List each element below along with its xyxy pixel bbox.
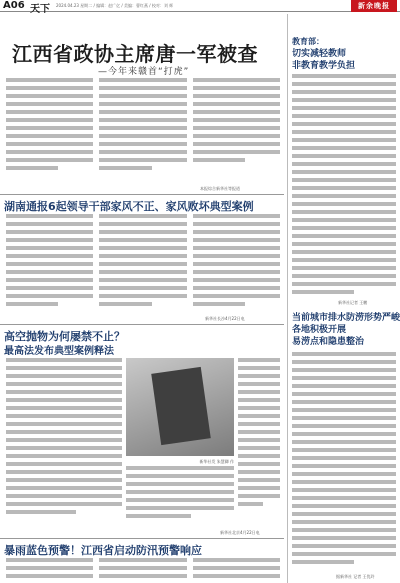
text-line [6,390,122,394]
text-line [292,560,354,564]
text-line [292,536,396,540]
text-line [292,234,396,238]
text-line [99,302,151,306]
divider [0,194,284,195]
text-line [6,110,93,114]
text-line [126,498,234,502]
story4-text-col [6,558,93,582]
text-line [6,142,93,146]
text-line [292,528,396,532]
text-line [193,126,280,130]
text-line [292,472,396,476]
text-line [292,282,396,286]
text-line [193,78,280,82]
text-line [292,488,396,492]
text-line [6,478,122,482]
text-line [238,438,280,442]
text-line [126,514,191,518]
text-line [292,210,396,214]
cartoon-figure [151,367,211,445]
text-line [99,238,186,242]
text-line [99,558,186,562]
text-line [292,416,396,420]
text-line [292,218,396,222]
text-line [6,230,93,234]
lead-credit: 本报综合新华社等报道 [200,186,240,191]
text-line [193,214,280,218]
text-line [238,398,280,402]
story3-text-col [126,466,234,528]
text-line [238,382,280,386]
right-headline2-line3[interactable]: 易涝点和隐患整治 [292,337,365,347]
right-headline-line2[interactable]: 非教育教学负担 [292,61,356,71]
text-line [292,258,396,262]
divider [0,538,284,539]
newspaper-logo: 新余晚报 [351,0,397,12]
text-line [238,502,263,506]
text-line [6,262,93,266]
text-line [6,86,93,90]
text-line [238,494,280,498]
right-credit-2: 据新华社 记者 王优玲 [336,574,375,579]
text-line [292,186,396,190]
story3-body-right [238,358,280,528]
text-line [6,78,93,82]
text-line [99,94,186,98]
text-line [6,462,122,466]
issue-info: 2024.04.23 星期二 / 编辑：赵广亿 / 美编：曹红燕 / 校对：刘 辉 [56,3,174,8]
text-line [193,302,245,306]
text-line [238,470,280,474]
text-line [6,494,122,498]
text-line [6,270,93,274]
text-line [6,406,122,410]
text-line [99,126,186,130]
story3-text-col [238,358,280,528]
story3-text-col [6,358,122,528]
text-line [292,122,396,126]
text-line [6,358,122,362]
text-line [238,414,280,418]
story4-body [6,558,280,582]
story2-text-col [6,214,93,314]
story2-credit: 新华社长沙4月22日电 [205,316,245,321]
text-line [292,376,396,380]
text-line [99,158,186,162]
story3-headline[interactable]: 高空抛物为何屡禁不止？ [4,330,125,343]
text-line [193,150,280,154]
text-line [6,302,58,306]
text-line [292,178,396,182]
text-line [6,102,93,106]
text-line [193,558,280,562]
text-line [6,446,122,450]
lead-text-col [6,78,93,186]
divider [0,324,284,325]
text-line [6,574,93,578]
text-line [6,166,58,170]
story3-body-left [6,358,122,528]
text-line [238,478,280,482]
text-line [292,512,396,516]
text-line [193,254,280,258]
text-line [292,250,396,254]
lead-text-col [193,78,280,186]
text-line [292,138,396,142]
text-line [292,504,396,508]
text-line [6,278,93,282]
text-line [6,366,122,370]
text-line [292,82,396,86]
text-line [292,552,396,556]
text-line [292,90,396,94]
section-label: 天下 [30,4,50,15]
text-line [238,430,280,434]
story2-text-col [193,214,280,314]
text-line [99,246,186,250]
text-line [292,352,396,356]
text-line [99,86,186,90]
text-line [193,158,245,162]
text-line [238,390,280,394]
text-line [193,222,280,226]
text-line [99,214,186,218]
story3-subhead: 最高法发布典型案例释法 [4,346,114,357]
right-kicker: 教育部： [292,37,324,46]
text-line [292,360,396,364]
text-line [6,486,122,490]
text-line [126,474,234,478]
text-line [193,118,280,122]
right-headline2-line2[interactable]: 各地积极开展 [292,325,347,335]
text-line [6,454,122,458]
text-line [126,466,234,470]
text-line [292,202,396,206]
text-line [99,230,186,234]
text-line [292,274,396,278]
text-line [292,170,396,174]
text-line [6,438,122,442]
text-line [292,266,396,270]
text-line [193,262,280,266]
text-line [99,278,186,282]
story3-body-mid [126,466,234,528]
text-line [99,286,186,290]
text-line [6,414,122,418]
text-line [292,520,396,524]
left-column-area [0,14,284,583]
text-line [6,382,122,386]
text-line [193,86,280,90]
text-line [292,74,396,78]
text-line [6,566,93,570]
text-line [292,544,396,548]
text-line [6,222,93,226]
right-credit-1: 新华社记者 王鹏 [338,300,368,305]
text-line [6,246,93,250]
text-line [292,226,396,230]
text-line [193,270,280,274]
text-line [292,106,396,110]
text-line [99,102,186,106]
text-line [238,374,280,378]
right-headline-line1[interactable]: 切实减轻教师 [292,49,347,59]
text-line [6,374,122,378]
text-line [292,424,396,428]
lead-headline[interactable]: 江西省政协主席唐一军被查 [12,42,258,66]
text-line [292,448,396,452]
text-line [238,422,280,426]
text-line [6,430,122,434]
text-line [238,358,280,362]
text-line [292,432,396,436]
story2-headline[interactable]: 湖南通报6起领导干部家风不正、家风败坏典型案例 [4,200,254,213]
text-line [193,278,280,282]
right-column [287,14,400,583]
text-line [99,118,186,122]
story2-text-col [99,214,186,314]
lead-article-body [6,78,280,186]
text-line [292,98,396,102]
lead-text-col [99,78,186,186]
cartoon-illustration [126,358,234,456]
text-line [6,158,93,162]
text-line [6,398,122,402]
text-line [292,440,396,444]
text-line [6,134,93,138]
text-line [292,456,396,460]
text-line [193,110,280,114]
text-line [99,574,186,578]
text-line [6,470,122,474]
text-line [292,290,354,294]
text-line [193,238,280,242]
story3-credit: 新华社北京4月22日电 [220,530,260,535]
text-line [292,384,396,388]
text-line [99,110,186,114]
right-article-body [292,74,396,298]
text-line [193,142,280,146]
text-line [6,126,93,130]
text-line [6,254,93,258]
text-line [193,286,280,290]
text-line [292,400,396,404]
text-line [292,392,396,396]
text-line [292,368,396,372]
text-line [238,486,280,490]
text-line [99,134,186,138]
text-line [238,446,280,450]
text-line [238,406,280,410]
text-line [99,262,186,266]
text-line [292,464,396,468]
text-line [6,558,93,562]
text-line [6,94,93,98]
text-line [193,294,280,298]
text-line [6,502,122,506]
photo-caption: 新华社发 朱慧卿 作 [199,459,234,464]
text-line [99,222,186,226]
text-line [292,146,396,150]
text-line [292,408,396,412]
text-line [99,294,186,298]
text-line [238,462,280,466]
text-line [193,230,280,234]
lead-subhead: —今年来赣首“打虎” [98,67,190,77]
story4-headline[interactable]: 暴雨蓝色预警！江西省启动防汛预警响应 [4,544,202,557]
text-line [6,118,93,122]
text-line [99,270,186,274]
text-line [292,480,396,484]
text-line [99,166,151,170]
text-line [6,422,122,426]
text-line [6,214,93,218]
text-line [292,194,396,198]
text-line [6,150,93,154]
page-header [0,0,400,15]
story4-text-col [193,558,280,582]
text-line [193,574,280,578]
story2-body [6,214,280,314]
text-line [193,94,280,98]
text-line [292,130,396,134]
text-line [6,510,76,514]
text-line [99,78,186,82]
text-line [126,506,234,510]
text-line [292,496,396,500]
text-line [193,566,280,570]
text-line [6,294,93,298]
text-line [99,142,186,146]
text-line [99,566,186,570]
text-line [238,366,280,370]
text-line [238,454,280,458]
text-line [292,154,396,158]
text-line [6,286,93,290]
text-line [99,150,186,154]
text-line [6,238,93,242]
page-number: A06 [3,0,25,11]
text-line [126,482,234,486]
right-headline2-line1[interactable]: 当前城市排水防涝形势严峻 [292,313,400,323]
text-line [126,490,234,494]
text-line [193,134,280,138]
text-line [292,114,396,118]
right-article2-body [292,352,396,568]
text-line [193,246,280,250]
text-line [292,242,396,246]
text-line [292,162,396,166]
text-line [193,102,280,106]
story4-text-col [99,558,186,582]
text-line [99,254,186,258]
